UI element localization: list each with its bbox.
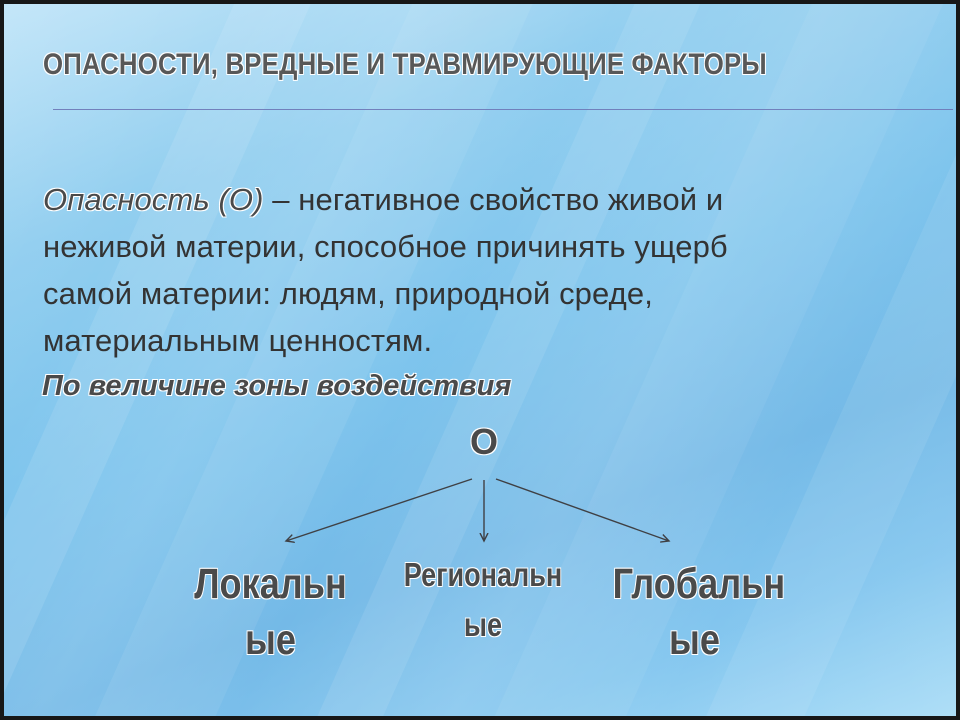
classification-label: По величине зоны воздействия (42, 370, 512, 402)
diagram-root-node: О (469, 421, 498, 462)
definition-line-1-text: – негативное свойство живой и (263, 182, 724, 217)
branch-regional-line-1: Региональн (403, 556, 563, 593)
branch-local-line-2: ые (245, 616, 296, 664)
definition-line-2: неживой материи, способное причинять ущерб (43, 229, 728, 264)
definition-term: Опасность (О) (43, 182, 264, 217)
definition-line-3: самой материи: людям, природной среде, (43, 276, 653, 311)
arrow-to-global (496, 479, 669, 541)
diagram-branch-global (612, 556, 786, 668)
arrow-to-local (286, 479, 472, 541)
definition-line-4: материальным ценностям. (43, 323, 433, 358)
diagram-branch-regional (401, 550, 565, 650)
branch-local-line-1: Локальн (194, 560, 347, 608)
branch-global-line-1: Глобальн (612, 560, 786, 608)
diagram-branch-local (193, 556, 348, 668)
branch-global-line-2: ые (669, 616, 720, 664)
branch-regional-line-2: ые (463, 606, 503, 643)
slide-title: ОПАСНОСТИ, ВРЕДНЫЕ И ТРАВМИРУЮЩИЕ ФАКТОРЫ (43, 48, 767, 81)
